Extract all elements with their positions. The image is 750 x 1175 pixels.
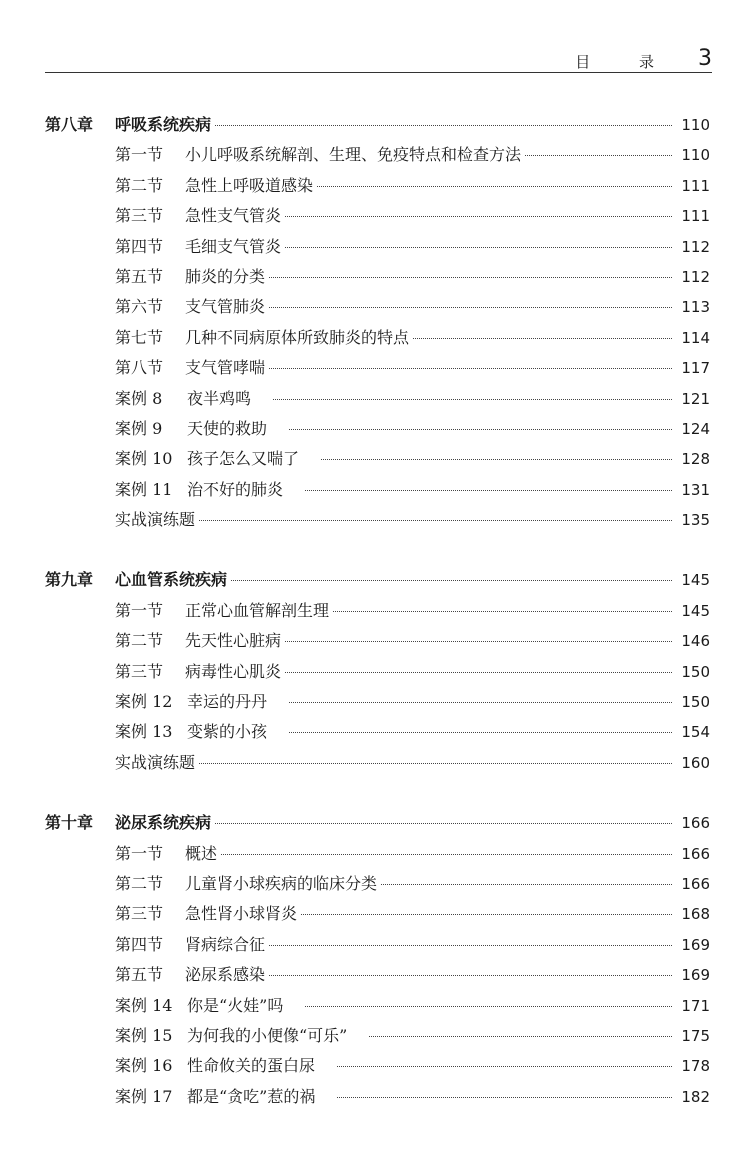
header-title: 目 录 [575,53,676,71]
item-label: 第三节 [115,206,164,226]
toc-item[interactable] [45,839,710,869]
leader-dots [317,186,672,187]
item-title: 泌尿系感染 [185,965,266,985]
item-label: 第二节 [115,175,164,195]
toc-item[interactable] [45,960,710,990]
toc-item[interactable] [45,899,710,929]
page-number: 131 [681,480,710,499]
item-title: 支气管肺炎 [185,297,266,317]
item-title: 你是“火娃”吗 [187,995,284,1015]
toc-item[interactable] [45,292,710,322]
item-label: 第五节 [115,266,164,286]
page-number: 150 [681,662,710,681]
toc-item[interactable] [45,748,710,778]
page-number: 117 [681,359,710,378]
item-label: 实战演练题 [115,510,196,530]
page-number: 166 [681,814,710,833]
chapter-title: 心血管系统疾病 [115,570,228,590]
page-number: 111 [681,207,710,226]
leader-dots [221,854,672,855]
item-label: 第四节 [115,236,164,256]
item-label: 第四节 [115,934,164,954]
leader-dots [269,277,672,278]
item-title: 性命攸关的蛋白尿 [187,1056,316,1076]
item-title: 为何我的小便像“可乐” [187,1025,348,1045]
toc-item[interactable] [45,262,710,292]
page-number: 166 [681,844,710,863]
page-number: 124 [681,419,710,438]
leader-dots [525,155,672,156]
item-title: 肾病综合征 [185,934,266,954]
item-title: 急性支气管炎 [185,206,282,226]
leader-dots [231,580,672,581]
page-number: 168 [681,905,710,924]
item-label: 实战演练题 [115,752,196,772]
page-number: 175 [681,1026,710,1045]
item-label: 第三节 [115,904,164,924]
header-page-number: 3 [698,46,712,71]
table-of-contents [45,110,710,1112]
leader-dots [305,1006,672,1007]
item-title: 正常心血管解剖生理 [185,600,330,620]
toc-item[interactable] [45,657,710,687]
leader-dots [199,763,672,764]
toc-item[interactable] [45,353,710,383]
item-label: 第一节 [115,843,164,863]
page-number: 166 [681,874,710,893]
leader-dots [289,429,672,430]
toc-item[interactable] [45,1021,710,1051]
page-number: 169 [681,966,710,985]
page-number: 135 [681,511,710,530]
item-title: 支气管哮喘 [185,358,266,378]
toc-item[interactable] [45,687,710,717]
toc-item[interactable] [45,1051,710,1081]
toc-chapter[interactable] [45,110,710,140]
page-number: 110 [681,116,710,134]
toc-item[interactable] [45,414,710,444]
item-title: 急性上呼吸道感染 [185,175,314,195]
toc-item[interactable] [45,991,710,1021]
item-label: 第六节 [115,297,164,317]
leader-dots [269,945,672,946]
toc-chapter[interactable] [45,808,710,838]
page-number: 113 [681,298,710,317]
leader-dots [381,884,672,885]
chapter-spacer [45,535,710,565]
toc-item[interactable] [45,596,710,626]
item-title: 天使的救助 [187,418,268,438]
page-number: 182 [681,1087,710,1106]
page-number: 171 [681,996,710,1015]
page-number: 169 [681,935,710,954]
toc-item[interactable] [45,140,710,170]
item-label: 案例 16 [115,1056,173,1076]
leader-dots [333,611,672,612]
item-label: 案例 17 [115,1086,173,1106]
leader-dots [215,823,672,824]
page-number: 114 [681,328,710,347]
toc-item[interactable] [45,626,710,656]
leader-dots [337,1097,672,1098]
item-label: 第三节 [115,661,164,681]
leader-dots [413,338,672,339]
item-title: 几种不同病原体所致肺炎的特点 [185,327,410,347]
chapter-title: 呼吸系统疾病 [115,115,212,134]
leader-dots [289,732,672,733]
leader-dots [215,125,672,126]
item-title: 幸运的丹丹 [187,692,268,712]
item-title: 都是“贪吃”惹的祸 [187,1086,316,1106]
item-title: 先天性心脏病 [185,631,282,651]
item-title: 病毒性心肌炎 [185,661,282,681]
toc-item[interactable] [45,930,710,960]
toc-item[interactable] [45,1082,710,1112]
page-number: 112 [681,267,710,286]
toc-item[interactable] [45,717,710,747]
chapter-title: 泌尿系统疾病 [115,813,212,833]
leader-dots [199,520,672,521]
item-title: 概述 [185,843,218,863]
chapter-label: 第八章 [45,115,94,134]
item-title: 孩子怎么又喘了 [187,449,300,469]
leader-dots [269,975,672,976]
item-label: 案例 11 [115,479,173,499]
page-number: 111 [681,176,710,195]
item-label: 案例 8 [115,388,163,408]
item-title: 夜半鸡鸣 [187,388,252,408]
chapter-spacer [45,778,710,808]
toc-item[interactable] [45,475,710,505]
leader-dots [321,459,672,460]
page-number: 154 [681,723,710,742]
toc-item[interactable] [45,323,710,353]
page-number: 128 [681,450,710,469]
page-number: 121 [681,389,710,408]
leader-dots [269,368,672,369]
item-title: 治不好的肺炎 [187,479,284,499]
item-label: 案例 14 [115,995,173,1015]
toc-item[interactable] [45,171,710,201]
item-label: 第一节 [115,600,164,620]
chapter-label: 第十章 [45,813,94,833]
toc-item[interactable] [45,201,710,231]
page-number: 146 [681,632,710,651]
leader-dots [269,307,672,308]
item-title: 变紫的小孩 [187,722,268,742]
item-label: 第一节 [115,145,164,165]
toc-item[interactable] [45,384,710,414]
toc-chapter[interactable] [45,565,710,595]
leader-dots [285,247,672,248]
leader-dots [301,914,672,915]
leader-dots [285,216,672,217]
toc-item[interactable] [45,505,710,535]
page-number: 110 [681,146,710,165]
toc-item[interactable] [45,444,710,474]
page-number: 112 [681,237,710,256]
page-number: 160 [681,753,710,772]
leader-dots [273,399,672,400]
item-label: 第八节 [115,358,164,378]
leader-dots [369,1036,672,1037]
item-title: 小儿呼吸系统解剖、生理、免疫特点和检查方法 [185,145,522,165]
page-number: 150 [681,693,710,712]
item-title: 肺炎的分类 [185,266,266,286]
item-label: 案例 9 [115,418,163,438]
leader-dots [289,702,672,703]
item-label: 案例 12 [115,692,173,712]
page-number: 145 [681,571,710,590]
page-number: 145 [681,601,710,620]
leader-dots [285,641,672,642]
item-title: 儿童肾小球疾病的临床分类 [185,873,378,893]
item-label: 案例 13 [115,722,173,742]
item-label: 第二节 [115,631,164,651]
item-label: 案例 10 [115,449,173,469]
page-number: 178 [681,1057,710,1076]
leader-dots [285,672,672,673]
item-label: 案例 15 [115,1025,173,1045]
item-title: 急性肾小球肾炎 [185,904,298,924]
toc-item[interactable] [45,232,710,262]
item-label: 第七节 [115,327,164,347]
chapter-label: 第九章 [45,570,94,590]
toc-item[interactable] [45,869,710,899]
leader-dots [337,1066,672,1067]
page-header [45,48,712,73]
item-label: 第五节 [115,965,164,985]
leader-dots [305,490,672,491]
item-label: 第二节 [115,873,164,893]
item-title: 毛细支气管炎 [185,236,282,256]
